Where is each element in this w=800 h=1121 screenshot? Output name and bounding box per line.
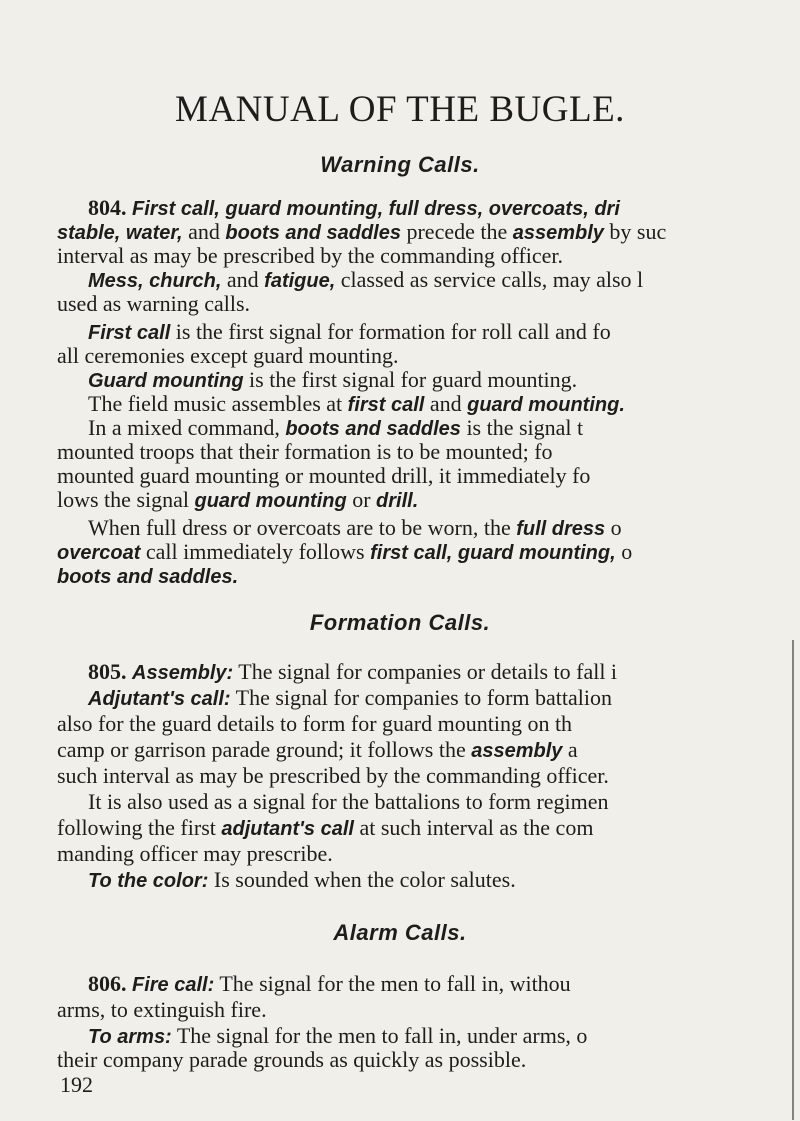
p804-line-1: 804. First call, guard mounting, full dress, overcoats, dri: [88, 195, 620, 220]
p804-line-14: When full dress or overcoats are to be worn, the full dress o: [88, 515, 622, 540]
p805-line-9: To the color: Is sounded when the color salutes.: [88, 867, 516, 892]
p805-line-6: It is also used as a signal for the battalions to form regimen: [88, 789, 609, 814]
page-edge-shadow: [792, 640, 794, 1120]
p804-line-4: Mess, church, and fatigue, classed as service calls, may also l: [88, 267, 644, 292]
p806-line-3: To arms: The signal for the men to fall in, under arms, o: [88, 1023, 588, 1048]
p805-line-2: Adjutant's call: The signal for companies to form battalion: [88, 685, 613, 710]
page-title: MANUAL OF THE BUGLE.: [175, 89, 625, 130]
section-heading-alarm-calls: Alarm Calls.: [333, 920, 467, 945]
p804-line-6: First call is the first signal for formation for roll call and fo: [88, 319, 611, 344]
p804-line-2: stable, water, and boots and saddles precede the assembly by suc: [57, 219, 667, 244]
p806-line-2: arms, to extinguish fire.: [57, 997, 267, 1022]
p804-line-10: In a mixed command, boots and saddles is the signal t: [88, 415, 584, 440]
p805-line-8: manding officer may prescribe.: [57, 841, 333, 866]
p806-line-4: their company parade grounds as quickly as possible.: [57, 1047, 527, 1072]
p806-line-1: 806. Fire call: The signal for the men to fall in, withou: [88, 971, 571, 996]
page-number: 192: [60, 1072, 93, 1097]
p804-line-9: The field music assembles at first call and guard mounting.: [88, 391, 625, 416]
p805-line-1: 805. Assembly: The signal for companies or details to fall i: [88, 659, 618, 684]
p805-line-5: such interval as may be prescribed by the commanding officer.: [57, 763, 609, 788]
p805-line-7: following the first adjutant's call at such interval as the com: [57, 815, 594, 840]
p804-line-13: lows the signal guard mounting or drill.: [57, 487, 419, 512]
p804-line-5: used as warning calls.: [57, 291, 251, 316]
p804-line-16: boots and saddles.: [57, 566, 239, 588]
p805-line-4: camp or garrison parade ground; it follows the assembly a: [57, 737, 578, 762]
p805-line-3: also for the guard details to form for guard mounting on th: [57, 711, 573, 736]
section-heading-warning-calls: Warning Calls.: [320, 152, 480, 177]
p804-line-7: all ceremonies except guard mounting.: [57, 343, 399, 368]
p804-line-12: mounted guard mounting or mounted drill, it immediately fo: [57, 463, 591, 488]
section-heading-formation-calls: Formation Calls.: [309, 610, 491, 635]
p804-line-3: interval as may be prescribed by the commanding officer.: [57, 243, 564, 268]
p804-line-11: mounted troops that their formation is to be mounted; fo: [57, 439, 553, 464]
p804-line-8: Guard mounting is the first signal for guard mounting.: [88, 367, 578, 392]
p804-line-15: overcoat call immediately follows first call, guard mounting, o: [57, 539, 633, 564]
